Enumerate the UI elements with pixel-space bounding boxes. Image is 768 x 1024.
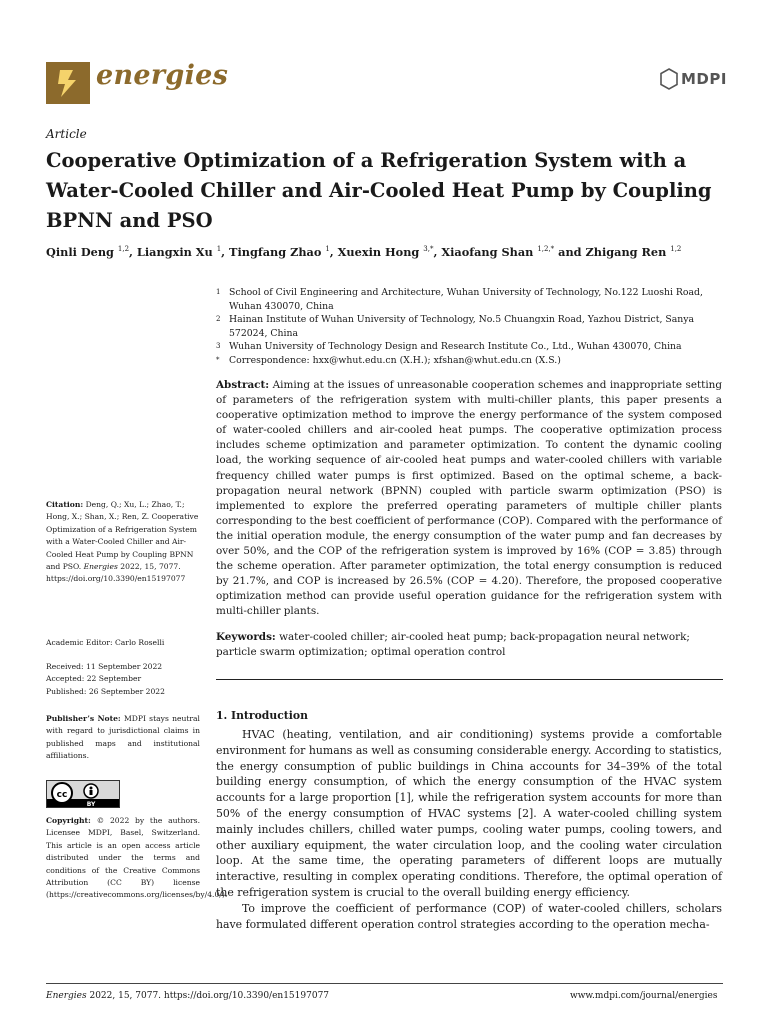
footer-citation (46, 991, 329, 1001)
publisher-note (46, 713, 200, 763)
author: Tingfang Zhao (229, 245, 322, 259)
abstract (216, 378, 722, 620)
author: Xuexin Hong (337, 245, 420, 259)
author: Zhigang Ren (585, 245, 667, 259)
affiliation-mark: 2 (216, 315, 221, 323)
affiliation (216, 286, 716, 313)
affiliation-text: School of Civil Engineering and Architecture, Wuhan University of Technology, No.122 Luoshi Road, Wuhan 430070, China (229, 287, 703, 312)
citation-journal: Energies (83, 562, 118, 572)
section-divider (216, 679, 723, 680)
author: Xiaofang Shan (441, 245, 534, 259)
dates-block (46, 661, 200, 698)
footer-journal: Energies (46, 991, 87, 1001)
affiliation (216, 313, 716, 340)
cc-by-icon (47, 781, 119, 807)
publisher-note-label: Publisher’s Note: (46, 714, 121, 723)
affiliation (216, 340, 716, 354)
author: Qinli Deng (46, 245, 114, 259)
publisher-note-text: MDPI stays neutral with regard to jurisdictional claims in published maps and institutional affiliations. (46, 714, 200, 761)
cc-badge-label: BY (86, 801, 96, 807)
footer-doi[interactable]: 2022, 15, 7077. https://doi.org/10.3390/en15197077 (89, 991, 330, 1001)
footer-divider (46, 983, 723, 984)
footer-journal-url[interactable]: www.mdpi.com/journal/energies (570, 991, 718, 1001)
received-date: Received: 11 September 2022 (46, 662, 163, 671)
correspondence-text: Correspondence: hxx@whut.edu.cn (X.H.); xfshan@whut.edu.cn (X.S.) (229, 354, 561, 366)
affiliation-mark: * (216, 355, 220, 364)
keywords-text: water-cooled chiller; air-cooled heat pump; back-propagation neural network; particle swarm optimization; optimal operation control (216, 631, 690, 659)
author: Liangxin Xu (136, 245, 213, 259)
affiliation-mark: 1 (216, 288, 221, 296)
keywords (216, 630, 722, 660)
author-affil-mark: 1,2 (117, 245, 130, 254)
affiliation-mark: 3 (216, 342, 221, 350)
author-list: Qinli Deng $^{1,2}$, Liangxin Xu $^1$, Tingfang Zhao $^1$, Xuexin Hong $^{3,*}$, Xiaofang Shan $^{1,2,*}$ and Zhigang Ren $^{1,2}$ (46, 245, 682, 259)
citation-block (46, 499, 200, 586)
affiliation-text: Hainan Institute of Wuhan University of Technology, No.5 Chuangxin Road, Yazhou District, Sanya 572024, China (229, 314, 695, 339)
paragraph: To improve the coefficient of performance (COP) of water-cooled chillers, scholars have formulated different operation control strategies according to the operation mecha- (216, 901, 722, 931)
abstract-label: Abstract: (216, 379, 270, 391)
author-affil-mark: 1 (216, 245, 222, 254)
svg-text:cc: cc (56, 790, 68, 800)
citation-text: Deng, Q.; Xu, L.; Zhao, T.; Hong, X.; Shan, X.; Ren, Z. Cooperative Optimization of a Refrigeration System with a Water-Cooled Chiller and Air-Cooled Heat Pump by Coupling BPNN and PSO. (46, 500, 199, 572)
copyright-label: Copyright: (46, 816, 91, 825)
author-affil-mark: 3,* (423, 245, 434, 254)
citation-label: Citation: (46, 500, 84, 509)
paper-title: Cooperative Optimization of a Refrigeration System with a Water-Cooled Chiller and Air-Cooled Heat Pump by Coupling BPNN and PSO (46, 149, 712, 232)
intro-body (216, 727, 722, 932)
copyright-text: © 2022 by the authors. Licensee MDPI, Basel, Switzerland. This article is an open access article distributed under the terms and conditions of the Creative Commons Attribution (CC BY) license (https://creativecommons.org/licenses/by/4.0/). (46, 816, 228, 900)
affiliation-text: Wuhan University of Technology Design and Research Institute Co., Ltd., Wuhan 430070, China (229, 341, 682, 352)
section-heading: 1. Introduction (216, 709, 308, 722)
author-affil-mark: 1,2 (670, 245, 682, 254)
article-type: Article (46, 127, 87, 141)
author-affil-mark: 1,2,* (537, 245, 555, 254)
correspondence (216, 354, 716, 368)
journal-name: energies (96, 60, 229, 91)
accepted-date: Accepted: 22 September (46, 674, 142, 684)
author-affil-mark: 1 (325, 245, 330, 254)
publisher-logo (660, 68, 727, 90)
academic-editor: Academic Editor: Carlo Roselli (46, 638, 165, 647)
cc-by-badge[interactable] (46, 780, 120, 808)
paragraph: HVAC (heating, ventilation, and air conditioning) systems provide a comfortable environment for humans as well as consuming considerable energy. According to statistics, the energy consumption of public buildings in China accounts for 34–39% of the total building energy consumption, of which the energy consumption of the HVAC system accounts for a large proportion [1], while the refrigeration system accounts for more than 50% of the energy consumption of HVAC systems [2]. A water-cooled chilling system mainly includes chillers, chilled water pumps, cooling water pumps, cooling towers, and other auxiliary equipment, the water circulation loop, and the cooling water circulation loop. At the same time, the operating parameters of different loops are mutually interactive, resulting in complex operating conditions. Therefore, the optimal operation of the refrigeration system is crucial to the overall building energy efficiency. (216, 728, 722, 899)
abstract-text: Aiming at the issues of unreasonable cooperation schemes and inappropriate setting of parameters of the refrigeration system with multi-chiller plants, this paper presents a cooperative optimization method to improve the energy performance of the system composed of water-cooled chillers and air-cooled heat pumps. The cooperative optimization process includes scheme optimization and parameter optimization. To content the dynamic cooling load, the working sequence of air-cooled heat pumps and water-cooled chillers with variable frequency chilled water pumps is first optimized. Based on the optimal scheme, a back-propagation neural network (BPNN) coupled with particle swarm optimization (PSO) is implemented to explore the preferred operating parameters of multiple chiller plants corresponding to the best coefficient of performance (COP). Compared with the performance of the initial operation module, the energy consumption of the water pump and fan decreases by over 50%, and the COP of the refrigeration system is improved by 16% (COP = 3.85) through the scheme operation. After parameter optimization, the total energy consumption is reduced by 21.7%, and COP is increased by 26.5% (COP = 4.20). Therefore, the proposed cooperative optimization method can provide useful operation guidance for the refrigeration system with multi-chiller plants. (216, 379, 722, 618)
journal-logo (46, 62, 90, 104)
mdpi-hexagon-icon (660, 68, 678, 90)
published-date: Published: 26 September 2022 (46, 686, 165, 696)
lightning-icon (46, 62, 90, 104)
publisher-name: MDPI (681, 70, 727, 88)
copyright-block (46, 815, 228, 902)
affiliations (216, 286, 716, 367)
keywords-label: Keywords: (216, 631, 276, 643)
citation-doi[interactable]: 2022, 15, 7077. https://doi.org/10.3390/en15197077 (46, 562, 186, 584)
